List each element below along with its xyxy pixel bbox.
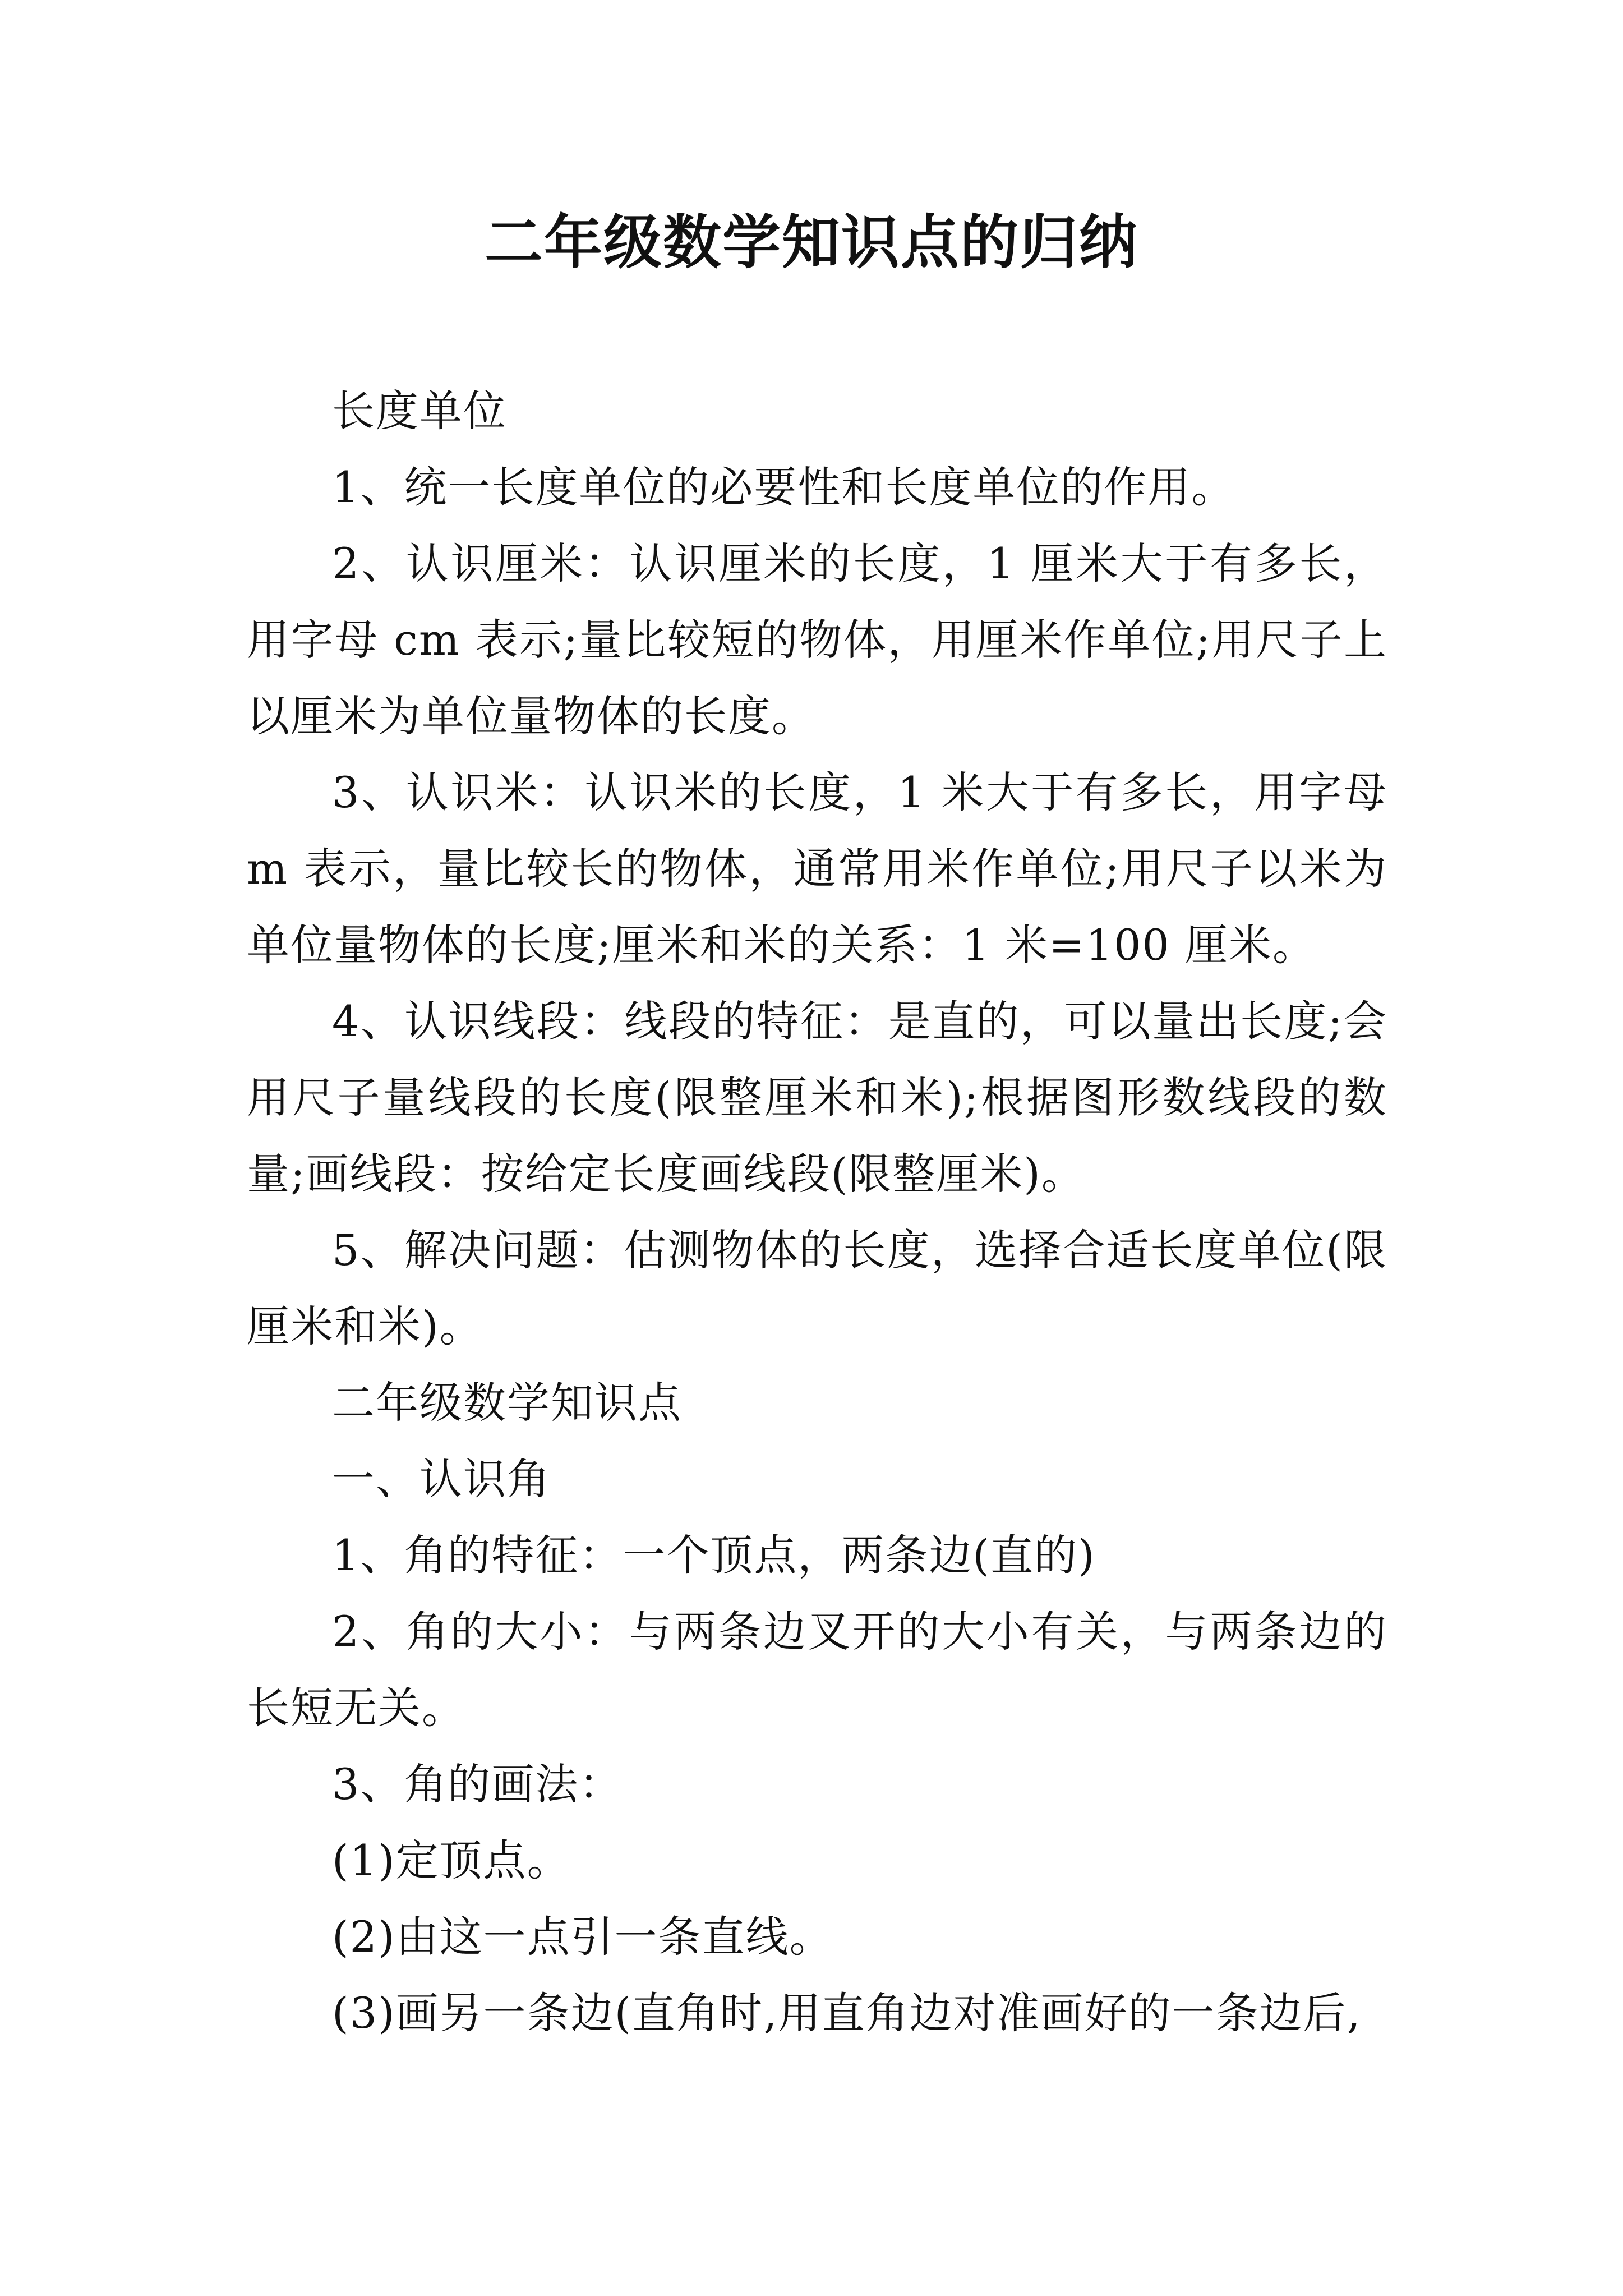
paragraph-item-3: 3、认识米：认识米的长度，1 米大于有多长，用字母 m 表示，量比较长的物体，通常用米作单位;用尺子以米为单位量物体的长度;厘米和米的关系：1 米=100 厘米。 [247,767,1387,970]
paragraph-item-4: 4、认识线段：线段的特征：是直的，可以量出长度;会用尺子量线段的长度(限整厘米和米);根据图形数线段的数量;画线段：按给定长度画线段(限整厘米)。 [247,996,1387,1199]
section-heading-grade2-math: 二年级数学知识点 [332,1378,682,1428]
paragraph-item-2: 2、认识厘米：认识厘米的长度，1 厘米大于有多长，用字母 cm 表示;量比较短的物体，用厘米作单位;用尺子上以厘米为单位量物体的长度。 [247,539,1387,741]
paragraph-step-3: (3)画另一条边(直角时,用直角边对准画好的一条边后, [332,1988,1362,2038]
paragraph-angle-drawing: 3、角的画法： [332,1759,623,1809]
paragraph-step-2: (2)由这一点引一条直线。 [332,1912,833,1962]
document-body [247,373,1387,2051]
paragraph-angle-size: 2、角的大小：与两条边叉开的大小有关，与两条边的长短无关。 [247,1607,1387,1733]
paragraph-step-1: (1)定顶点。 [332,1835,571,1885]
document-title: 二年级数学知识点的归纳 [484,208,1138,277]
subsection-heading-angles: 一、认识角 [332,1454,551,1504]
paragraph-item-1: 1、统一长度单位的必要性和长度单位的作用。 [332,462,1235,512]
paragraph-item-5: 5、解决问题：估测物体的长度，选择合适长度单位(限厘米和米)。 [247,1225,1387,1351]
section-heading-length-units: 长度单位 [332,386,507,436]
paragraph-angle-features: 1、角的特征：一个顶点，两条边(直的) [332,1530,1096,1580]
